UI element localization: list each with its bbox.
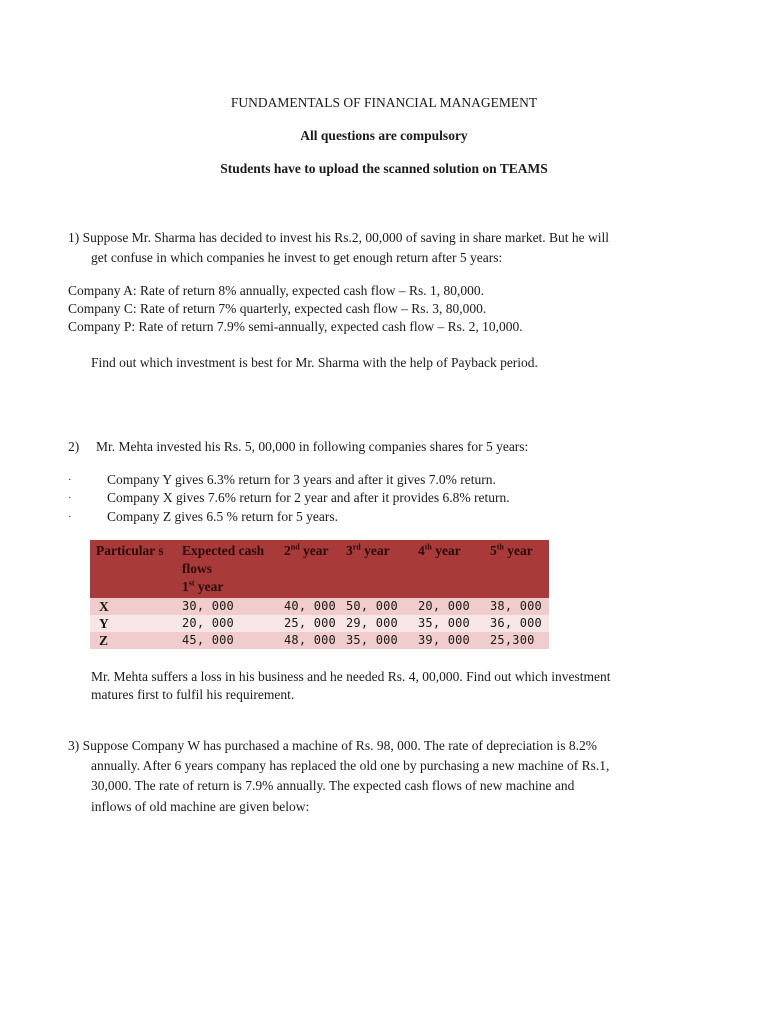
table-cell: 30, 000 [176,598,278,615]
bullet-dot: · [68,492,72,504]
q1-company-p: Company P: Rate of return 7.9% semi-annually, expected cash flow – Rs. 2, 10,000. [68,319,523,334]
header-year-4 [412,540,484,598]
q2-task-line2: matures first to fulfil his requirement. [91,687,295,702]
q1-task: Find out which investment is best for Mr. Sharma with the help of Payback period. [91,355,538,370]
list-item: Company Z gives 6.5 % return for 5 years. [107,509,338,524]
header-year-5-word: year [503,543,533,558]
q1-text-line1: 1) Suppose Mr. Sharma has decided to invest his Rs.2, 00,000 of saving in share market. But he will [68,230,610,245]
header-year-2-num: 2 [284,543,291,558]
q3-text-line1: 3) Suppose Company W has purchased a machine of Rs. 98, 000. The rate of depreciation is 8.2% [68,738,598,753]
table-cell: 50, 000 [340,598,412,615]
header-year-5-sup: th [496,542,504,552]
q3-text-line2: annually. After 6 years company has replaced the old one by purchasing a new machine of Rs.1, [91,758,610,773]
table-cell: 39, 000 [412,632,484,649]
q1-company-a: Company A: Rate of return 8% annually, expected cash flow – Rs. 1, 80,000. [68,283,485,298]
header-year-2 [278,540,340,598]
q2-task-line1: Mr. Mehta suffers a loss in his business and he needed Rs. 4, 00,000. Find out which investment [91,669,611,684]
q2-number: 2) [68,439,80,454]
row-label: Z [90,632,176,649]
table-row [90,615,549,632]
q3-text-line4: inflows of old machine are given below: [91,799,310,814]
header-year-3-num: 3 [346,543,353,558]
q1-text-line2: get confuse in which companies he invest to get enough return after 5 years: [91,250,503,265]
table-row [90,598,549,615]
list-item: Company X gives 7.6% return for 2 year and after it provides 6.8% return. [107,490,510,505]
cash-flow-table [90,540,549,649]
header-expected-label: Expected cash flows [182,543,265,576]
header-year-2-word: year [299,543,329,558]
table-cell: 45, 000 [176,632,278,649]
table-cell: 40, 000 [278,598,340,615]
table-cell: 25,300 [484,632,549,649]
header-year-4-num: 4 [418,543,425,558]
q3-text-line3: 30,000. The rate of return is 7.9% annually. The expected cash flows of new machine and [91,778,575,793]
header-year-5 [484,540,549,598]
list-item: Company Y gives 6.3% return for 3 years and after it gives 7.0% return. [107,472,496,487]
header-year-4-word: year [431,543,461,558]
table-cell: 35, 000 [412,615,484,632]
table-cell: 20, 000 [412,598,484,615]
table-cell: 36, 000 [484,615,549,632]
table-cell: 20, 000 [176,615,278,632]
header-year-3-sup: rd [352,542,361,552]
header-year-3 [340,540,412,598]
table-cell: 35, 000 [340,632,412,649]
table-cell: 48, 000 [278,632,340,649]
bullet-dot: · [68,511,72,523]
q1-company-c: Company C: Rate of return 7% quarterly, expected cash flow – Rs. 3, 80,000. [68,301,487,316]
header-year-1-num: 1 [182,579,189,594]
table-header-row [90,540,549,598]
bullet-dot: · [68,474,72,486]
header-year-2-sup: nd [290,542,300,552]
header-year-4-sup: th [424,542,432,552]
header-particulars: Particular s [90,540,176,598]
header-year-5-num: 5 [490,543,497,558]
header-year-3-word: year [360,543,390,558]
table-row [90,632,549,649]
q2-intro: Mr. Mehta invested his Rs. 5, 00,000 in following companies shares for 5 years: [96,439,529,454]
table-cell: 29, 000 [340,615,412,632]
upload-instruction: Students have to upload the scanned solution on TEAMS [220,161,548,176]
header-year-1-word: year [194,579,224,594]
document-subtitle: All questions are compulsory [300,128,468,143]
table-cell: 38, 000 [484,598,549,615]
document-title: FUNDAMENTALS OF FINANCIAL MANAGEMENT [230,95,538,110]
header-year-1-sup: st [188,578,195,588]
header-year-1 [176,540,278,598]
row-label: Y [90,615,176,632]
row-label: X [90,598,176,615]
table-cell: 25, 000 [278,615,340,632]
